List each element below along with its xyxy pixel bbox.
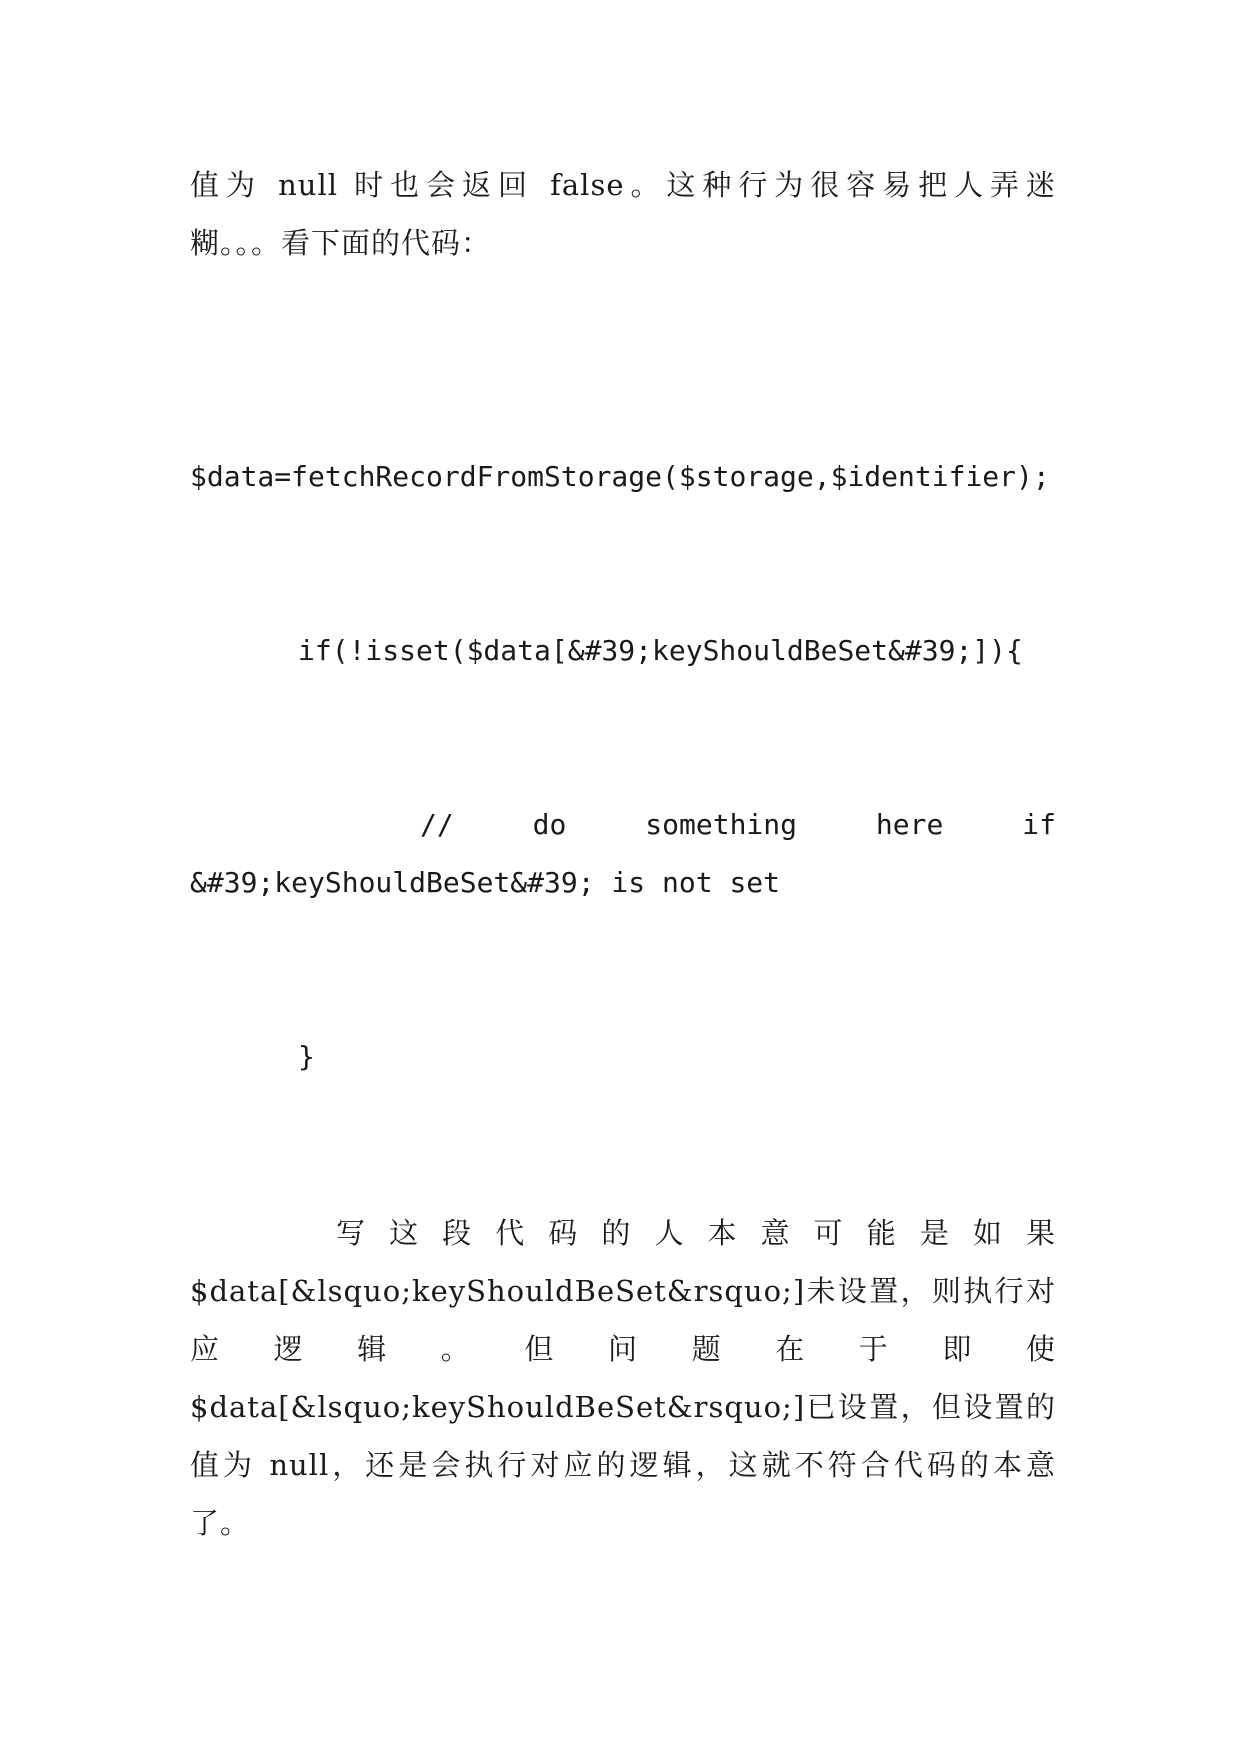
paragraph-line: 值为 null 时也会返回 false。这种行为很容易把人弄迷 bbox=[190, 168, 1056, 202]
paragraph-line: $data[&lsquo;keyShouldBeSet&rsquo;]未设置，则执行对 bbox=[190, 1274, 1056, 1308]
code-line: $data=fetchRecordFromStorage($storage,$identifier); bbox=[190, 460, 1050, 493]
code-line: if(!isset($data[&#39;keyShouldBeSet&#39;]){ bbox=[298, 634, 1023, 667]
paragraph-line: 糊。。。看下面的代码： bbox=[190, 226, 492, 260]
paragraph-line: 了。 bbox=[190, 1506, 251, 1540]
paragraph-line: 写这段代码的人本意可能是如果 bbox=[336, 1216, 1056, 1250]
paragraph-line: $data[&lsquo;keyShouldBeSet&rsquo;]已设置，但设置的 bbox=[190, 1390, 1056, 1424]
paragraph-line: 应逻辑。但问题在于即使 bbox=[190, 1332, 1056, 1366]
paragraph-line: 值为 null，还是会执行对应的逻辑，这就不符合代码的本意 bbox=[190, 1448, 1056, 1482]
code-comment-line: &#39;keyShouldBeSet&#39; is not set bbox=[190, 866, 781, 899]
code-line: } bbox=[298, 1040, 315, 1073]
code-comment-line: // do something here if bbox=[420, 808, 1056, 841]
